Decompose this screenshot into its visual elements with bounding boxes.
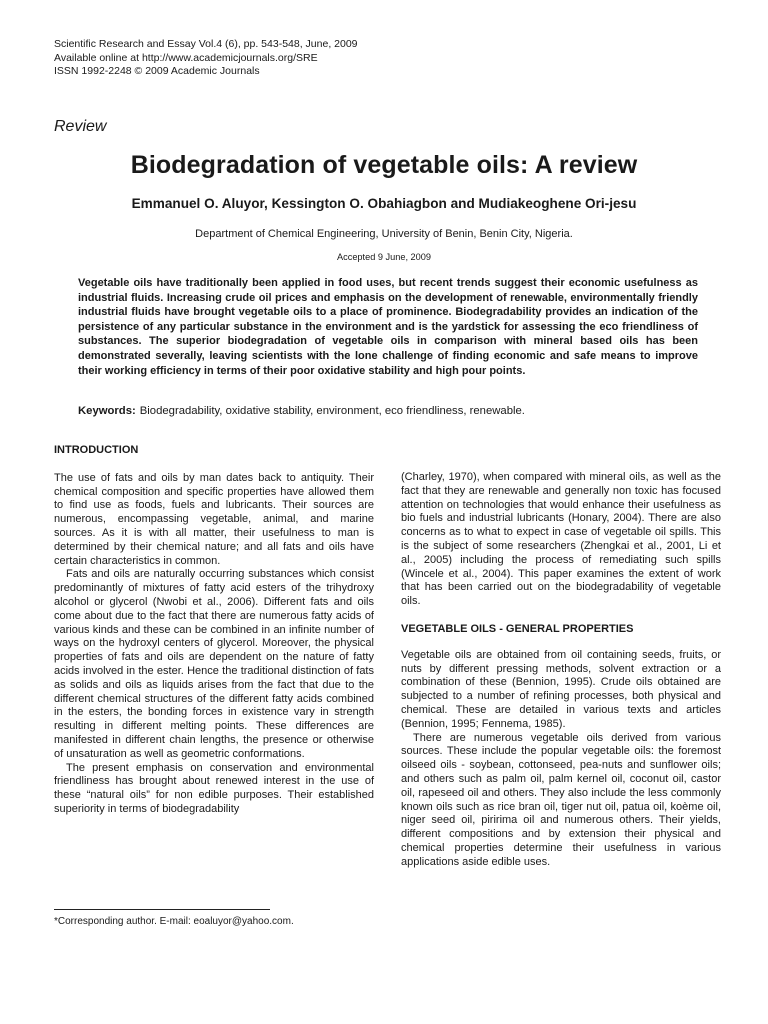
keywords-text: Biodegradability, oxidative stability, environment, eco friendliness, renewable.	[139, 405, 525, 417]
journal-issn: ISSN 1992-2248 © 2009 Academic Journals	[54, 65, 260, 77]
journal-url: Available online at http://www.academicjournals.org/SRE	[54, 51, 318, 64]
accepted-date: Accepted 9 June, 2009	[337, 252, 431, 262]
intro-paragraph-4: (Charley, 1970), when compared with mineral oils, as well as the fact that they are renewable and generally non toxic has focused attention on technologies that would enhance their usefulness as bio fuels and industrial lubricants (Honary, 2004). There are also concerns as to what to expect in case of vegetable oil spills. This is the subject of some researchers (Zhengkai et al., 2001, Li et al., 2005) including the process of remediating such spills (Wincele et al., 2004). This paper examines the extent of work that has been carried out on the biodegradability of vegetable oils.	[401, 471, 721, 608]
paper-title: Biodegradation of vegetable oils: A review	[130, 151, 638, 179]
intro-paragraph-2: Fats and oils are naturally occurring substances which consist predominantly of mixtures of fatty acid esters of the trihydroxy alcohol or glycerol (Nwobi et al., 2006). Different fats and oils come about due to the fact that there are numerous fatty acids of various kinds and these can be combined in an infinite number of ways on the hydroxyl centers of glycerol. Moreover, the physical properties of fats and oils are dependent on the nature of fatty acids involved in the ester. Hence the traditional distinction of fats as solids and oils as liquids arises from the fact that due to the different chemical structures of the different fatty acids combined in the esters, the bonding forces in existence vary in strength resulting in different melting points. These differences are manifested in different chain lengths, the presence or otherwise of unsaturation as well as geometric conformations.	[54, 568, 374, 760]
footnote-divider	[54, 909, 270, 910]
intro-paragraph-3: The present emphasis on conservation and environmental friendliness has brought about renewed interest in the use of these “natural oils” for non edible purposes. Their established superiority in terms of biodegradability	[54, 761, 374, 815]
journal-citation: Scientific Research and Essay Vol.4 (6), pp. 543-548, June, 2009	[54, 38, 358, 50]
keywords-label: Keywords:	[78, 405, 136, 417]
right-column	[401, 471, 721, 870]
journal-info	[54, 38, 358, 79]
properties-paragraph-2: There are numerous vegetable oils derived from various sources. These include the popular vegetable oils: the foremost oilseed oils - soybean, cottonseed, pea-nuts and sunflower oils; and others such as palm oil, palm kernel oil, coconut oil, castor oil, rapeseed oil and others. They also include the less commonly known oils such as rice bran oil, tiger nut oil, patua oil, koème oil, niger seed oil, piririma oil and numerous others. Their yields, different compositions and by extension their physical and chemical properties determine their usefulness in various applications aside edible uses.	[401, 731, 721, 868]
general-properties-heading: VEGETABLE OILS - GENERAL PROPERTIES	[401, 622, 634, 635]
corresponding-author-footnote: *Corresponding author. E-mail: eoaluyor@yahoo.com.	[54, 916, 294, 927]
introduction-heading: INTRODUCTION	[54, 444, 139, 456]
affiliation: Department of Chemical Engineering, University of Benin, Benin City, Nigeria.	[195, 228, 573, 240]
abstract: Vegetable oils have traditionally been applied in food uses, but recent trends suggest their economic usefulness as industrial fluids. Increasing crude oil prices and emphasis on the development of renewable, environmentally friendly industrial fluids have brought vegetable oils to a place of prominence. Biodegradability provides an indication of the persistence of any particular substance in the environment and is the yardstick for assessing the eco friendliness of substances. The superior biodegradation of vegetable oils in comparison with mineral based oils has been demonstrated severally, leaving scientists with the lone challenge of finding economic and safe means to improve their working efficiency in terms of their poor oxidative stability and high pour points.	[78, 277, 698, 377]
keywords	[78, 405, 525, 417]
intro-paragraph-1: The use of fats and oils by man dates back to antiquity. Their chemical composition and specific properties have allowed them to find use as foods, fuels and lubricants. Their sources are numerous, encompassing vegetable, animal, and marine sources. As it is with all matter, their usefulness to man is determined by their chemical nature; and all fats and oils have certain characteristics in common.	[54, 471, 374, 567]
author-list: Emmanuel O. Aluyor, Kessington O. Obahiagbon and Mudiakeoghene Ori-jesu	[131, 196, 637, 211]
properties-paragraph-1: Vegetable oils are obtained from oil containing seeds, fruits, or nuts by different pressing methods, solvent extraction or a combination of these (Bennion, 1995). Crude oils obtained are subjected to a number of refining processes, both physical and chemical. These are detailed in various texts and articles (Bennion, 1995; Fennema, 1985).	[401, 648, 721, 730]
article-type: Review	[54, 118, 107, 135]
left-column	[54, 444, 374, 817]
